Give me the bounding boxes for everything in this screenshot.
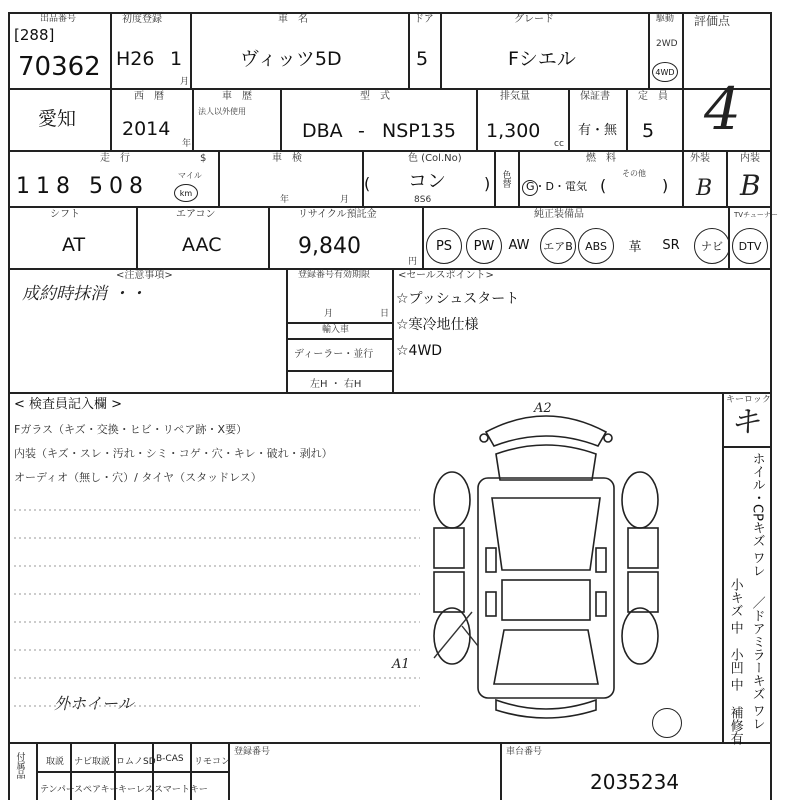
- accessories-label: 付属品: [14, 752, 25, 779]
- year-unit: 年: [182, 139, 192, 149]
- chassis-number: 2035234: [590, 770, 680, 794]
- footer-keyless: キーレス: [118, 785, 154, 795]
- equip-dtv: DTV: [732, 228, 768, 264]
- grid-line: [682, 12, 684, 150]
- key-label: キーロック: [726, 395, 771, 405]
- history-note: 法人以外使用: [198, 107, 246, 116]
- type-prefix: DBA: [302, 120, 343, 142]
- warranty-label: 保証書: [580, 91, 610, 102]
- notice-text: 成約時抹消 ・・: [22, 284, 147, 304]
- handwritten-wheel: 外ホイール: [54, 694, 134, 713]
- sales-point-2: ☆寒冷地仕様: [396, 317, 479, 333]
- grid-line: [286, 338, 392, 340]
- recycle-label: リサイクル預託金: [298, 209, 377, 220]
- mileage-label: 走 行: [100, 153, 130, 164]
- mileage-unit-mile: マイル: [178, 171, 202, 180]
- grid-line: [500, 742, 502, 800]
- grid-line: [422, 206, 424, 268]
- lot-number: 70362: [18, 52, 101, 82]
- ac-label: エアコン: [176, 209, 216, 220]
- displacement: 1,300: [486, 120, 541, 142]
- grid-line: [648, 12, 650, 88]
- grid-line: [728, 206, 730, 268]
- damage-mark-a1: A1: [392, 657, 410, 672]
- inspector-title: < 検査員記入欄 >: [14, 397, 123, 412]
- equip-abs: ABS: [578, 228, 614, 264]
- mileage: 118 508: [16, 174, 149, 199]
- grid-line: [286, 322, 392, 324]
- first-reg-era: H26: [116, 48, 155, 70]
- grid-line: [8, 150, 770, 152]
- warranty: 有・無: [578, 123, 618, 138]
- equip-pw: PW: [466, 228, 502, 264]
- displacement-unit: cc: [554, 139, 564, 149]
- fuel-paren-open: (: [600, 176, 607, 195]
- grid-line: [136, 206, 138, 268]
- inspection-year-unit: 年: [280, 195, 290, 205]
- grid-line: [286, 268, 288, 392]
- footer-remote: リモコン: [194, 757, 231, 767]
- damage-mark-a2: A2: [534, 401, 552, 416]
- sales-point-1: ☆プッシュスタート: [396, 291, 520, 307]
- grid-line: [280, 88, 282, 150]
- displacement-label: 排気量: [500, 91, 530, 102]
- equip-ps: PS: [426, 228, 462, 264]
- exterior-grade: B: [696, 176, 713, 201]
- grid-line: [190, 12, 192, 88]
- score-value: 4: [704, 75, 741, 143]
- import-label: 輸入車: [322, 325, 350, 335]
- audio-line: オーディオ（無し・穴）/ タイヤ（スタッドレス）: [14, 471, 262, 484]
- import-value: ディーラー・並行: [294, 349, 374, 360]
- glass-line: Fガラス（キズ・交換・ヒビ・リペア跡・X要）: [14, 423, 248, 436]
- expiry-month-unit: 月: [324, 309, 334, 319]
- grid-line: [722, 392, 724, 742]
- inspection-month-unit: 月: [340, 195, 350, 205]
- first-reg-month: 1: [170, 48, 183, 70]
- side-text-3: 小キズ 中: [727, 578, 743, 635]
- grid-line: [8, 742, 770, 744]
- first-reg-label: 初度登録: [122, 14, 162, 25]
- lot-bracket: [288]: [14, 26, 55, 44]
- type-label: 型 式: [360, 91, 390, 102]
- model-label: 車 名: [278, 14, 308, 25]
- recycle-unit: 円: [408, 257, 418, 267]
- side-text-2: ／ドアミラーキズ ワレ: [749, 596, 765, 731]
- region: 愛知: [38, 108, 77, 130]
- fuel-paren-close: ): [662, 176, 669, 195]
- color-label: 色 (Col.No): [408, 153, 462, 164]
- drive-2wd: 2WD: [656, 39, 678, 49]
- grade-label: グレード: [514, 14, 554, 25]
- sales-point-3: ☆4WD: [396, 343, 443, 359]
- drive-4wd: 4WD: [652, 62, 678, 82]
- grid-line: [268, 206, 270, 268]
- interior-line: 内装（キズ・スレ・汚れ・シミ・コゲ・穴・キレ・破れ・剥れ）: [14, 447, 333, 460]
- history-label: 車 歴: [222, 91, 252, 102]
- month-unit: 月: [180, 77, 190, 87]
- grid-line: [8, 206, 770, 208]
- equip-aw: AW: [508, 237, 530, 253]
- grid-line: [494, 150, 496, 206]
- grid-line: [392, 268, 394, 392]
- lot-label: 出品番号: [40, 14, 77, 24]
- grade: Fシエル: [508, 48, 576, 70]
- equip-leather: 革: [628, 239, 642, 255]
- tv-label: TVチューナー: [734, 211, 778, 219]
- footer-manual: 取説: [46, 757, 65, 767]
- mileage-s: $: [200, 153, 207, 164]
- blank-circle: [652, 708, 682, 738]
- grid-line: [722, 446, 770, 448]
- notice-label: <注意事項>: [116, 270, 173, 281]
- year-label: 西 暦: [134, 91, 164, 102]
- capacity: 5: [642, 120, 655, 142]
- grid-line: [408, 12, 410, 88]
- color-paren-open: (: [364, 174, 371, 193]
- model-name: ヴィッツ5D: [240, 48, 342, 70]
- fuel-label: 燃 料: [586, 153, 616, 164]
- grid-line: [568, 88, 570, 150]
- footer-smart-key: スマートキー: [154, 785, 208, 795]
- interior-grade: B: [740, 169, 761, 202]
- type-code: NSP135: [382, 120, 456, 142]
- chassis-label: 車台番号: [506, 747, 543, 757]
- guide-lines: [10, 490, 430, 740]
- capacity-label: 定 員: [638, 91, 668, 102]
- fuel-options: G・D・電気: [526, 180, 587, 193]
- color: コン: [408, 170, 447, 192]
- grid-line: [770, 12, 772, 800]
- recycle-amount: 9,840: [298, 234, 361, 259]
- grid-line: [110, 12, 112, 150]
- ac: AAC: [182, 234, 222, 256]
- shift: AT: [62, 234, 86, 256]
- grid-line: [36, 771, 228, 773]
- grid-line: [228, 742, 230, 800]
- footer-bcas: B-CAS: [156, 754, 184, 764]
- color-paren-close: ): [484, 174, 491, 193]
- grid-line: [726, 150, 728, 206]
- sales-label: <セールスポイント>: [398, 270, 494, 281]
- grid-line: [286, 370, 392, 372]
- grid-line: [476, 88, 478, 150]
- fuel-other: その他: [622, 169, 646, 178]
- grid-line: [218, 150, 220, 206]
- equip-airbag: エアB: [540, 228, 576, 264]
- drive-label: 駆動: [656, 14, 675, 24]
- car-diagram: [426, 400, 666, 730]
- key-mark: キ: [730, 405, 760, 440]
- footer-temper: テンパー: [40, 785, 75, 795]
- grid-line: [8, 88, 770, 90]
- shift-label: シフト: [50, 209, 80, 220]
- equip-navi: ナビ: [694, 228, 730, 264]
- grid-line: [8, 392, 770, 394]
- interior-label: 内装: [740, 153, 760, 164]
- equipment-label: 純正装備品: [534, 209, 584, 220]
- grid-line: [518, 150, 520, 206]
- side-text-4: 小凹 中: [727, 648, 743, 692]
- score-label: 評価点: [694, 14, 731, 28]
- inspection-label: 車 検: [272, 153, 302, 164]
- color-code: 8S6: [414, 195, 432, 205]
- side-text-1: ホイル・CPキズ ワレ: [749, 452, 765, 578]
- door-count: 5: [416, 48, 429, 70]
- repaint-label: 色替: [500, 170, 511, 188]
- grid-line: [626, 88, 628, 150]
- door-label: ドア: [414, 14, 434, 25]
- footer-spare-key: スペアキー: [74, 785, 119, 795]
- footer-rom-sd: ロムノSD: [116, 757, 156, 767]
- grid-line: [682, 150, 684, 206]
- equip-sr: SR: [662, 237, 680, 253]
- side-text-5: 補修有: [727, 706, 743, 745]
- handle-side: 左H ・ 右H: [310, 379, 362, 390]
- grid-line: [440, 12, 442, 88]
- year: 2014: [122, 118, 171, 140]
- expiry-label: 登録番号有効期限: [298, 270, 371, 280]
- exterior-label: 外装: [690, 153, 710, 164]
- footer-navi-manual: ナビ取説: [74, 757, 111, 767]
- grid-line: [192, 88, 194, 150]
- type-dash: -: [358, 120, 365, 142]
- expiry-day-unit: 日: [380, 309, 390, 319]
- mileage-unit-km: km: [174, 184, 198, 202]
- reg-number-label: 登録番号: [234, 747, 271, 757]
